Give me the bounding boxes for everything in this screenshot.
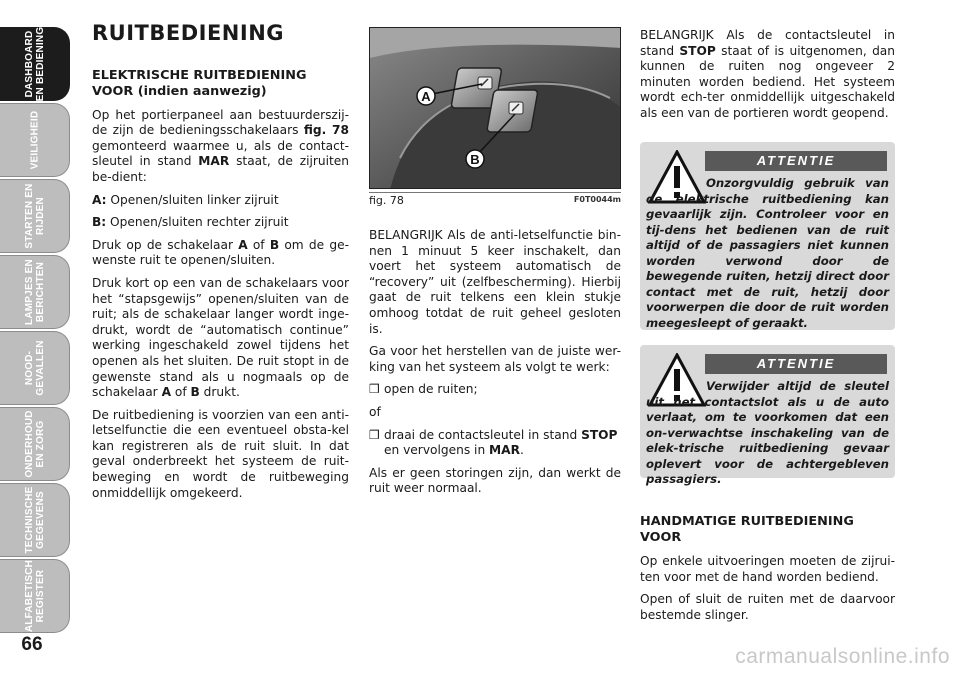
paragraph: De ruitbediening is voorzien van een anti-letselfunctie die een eventueel obsta-kel kan registreren als de ruit sluit. In dat geval onderbreekt het systeem de ruit-beweging en wordt de ruitbeweging onmiddellijk omgekeerd. bbox=[92, 407, 349, 500]
paragraph: Druk op de schakelaar A of B om de ge-wenste ruit te openen/sluiten. bbox=[92, 237, 349, 268]
figure-label: fig. 78 bbox=[369, 194, 404, 207]
tab-label: TECHNISCHE GEGEVENS bbox=[23, 486, 46, 554]
tab-label: LAMPJES EN BERICHTEN bbox=[23, 259, 46, 325]
tab-label: ONDERHOUD EN ZORG bbox=[23, 410, 46, 478]
tab-label: ALFABETISCH REGISTER bbox=[23, 559, 46, 633]
tab-starten[interactable] bbox=[0, 179, 70, 253]
tab-dashboard[interactable] bbox=[0, 27, 70, 101]
paragraph: Als er geen storingen zijn, dan werkt de ruit weer normaal. bbox=[369, 465, 621, 496]
checkbox-bullet-icon: ❒ bbox=[369, 427, 380, 442]
tab-label: STARTEN EN RIJDEN bbox=[23, 183, 46, 249]
tab-label: NOOD- GEVALLEN bbox=[23, 340, 46, 396]
list-item: ❒ open de ruiten; bbox=[369, 382, 478, 397]
tab-lampjes[interactable] bbox=[0, 255, 70, 329]
column-middle bbox=[369, 228, 621, 504]
column-right bbox=[640, 28, 895, 129]
warning-text: Verwijder altijd de sleutel uit het contactslot als u de auto verlaat, om te voorkomen dat een on-verwachtse inschakeling van de elek-trische ruitbediening gevaar oplevert voor de achtergebleven passagiers. bbox=[646, 379, 889, 486]
warning-banner: ATTENTIE bbox=[705, 151, 887, 171]
warning-box bbox=[640, 345, 895, 486]
tab-label: DASHBOARD EN BEDIENING bbox=[23, 26, 46, 102]
warning-banner: ATTENTIE bbox=[705, 354, 887, 374]
warning-text: Onzorgvuldig gebruik van de elektrische ruitbediening kan gevaarlijk zijn. Controleer voor en tij-dens het bedienen van de ruit altijd of de passagiers niet kunnen worden verwond door de bewegende ruiten, hetzij direct door contact met de ruit, hetzij door voorwerpen die door de ruit worden meegesleept of geraakt. bbox=[646, 176, 889, 330]
paragraph: Ga voor het herstellen van de juiste wer-king van het systeem als volgt te werk: bbox=[369, 344, 621, 374]
paragraph: Open of sluit de ruiten met de daarvoor bestemde slinger. bbox=[640, 592, 895, 622]
figure-caption bbox=[369, 192, 621, 206]
window-switch-figure bbox=[369, 27, 621, 189]
page-number: 66 bbox=[21, 634, 43, 655]
definition-b: B: Openen/sluiten rechter zijruit bbox=[92, 215, 289, 230]
tab-label: VEILIGHEID bbox=[29, 110, 40, 170]
tab-veiligheid[interactable] bbox=[0, 103, 70, 177]
definition-a: A: Openen/sluiten linker zijruit bbox=[92, 192, 279, 207]
manual-window-section bbox=[640, 514, 895, 630]
checkbox-bullet-icon: ❒ bbox=[369, 382, 380, 397]
list-item: ❒ draai de contactsleutel in stand STOP en vervolgens in MAR. bbox=[369, 427, 618, 458]
or-line: of bbox=[369, 404, 381, 419]
tab-technische[interactable] bbox=[0, 483, 70, 557]
tab-noodgevallen[interactable] bbox=[0, 331, 70, 405]
section-heading: ELEKTRISCHE RUITBEDIENING VOOR (indien aanwezig) bbox=[92, 67, 307, 99]
paragraph: BELANGRIJK Als de anti-letselfunctie bin-nen 1 minuut 5 keer inschakelt, dan voert het systeem automatisch de “recovery” uit (zelfbescherming). Hierbij gaat de ruit telkens een klein stukje omhoog totdat de ruit geheel gesloten is. bbox=[369, 228, 621, 336]
paragraph: BELANGRIJK Als de contactsleutel in stand STOP staat of is uitgenomen, dan kunnen de ruiten nog ongeveer 2 minuten worden bediend. Het systeem wordt ech-ter onmiddellijk uitgeschakeld als een van de portieren wordt geopend. bbox=[640, 28, 896, 120]
page-title: RUITBEDIENING bbox=[92, 21, 285, 45]
watermark: carmanualsonline.info bbox=[735, 645, 950, 668]
warning-box bbox=[640, 142, 895, 330]
paragraph: Druk kort op een van de schakelaars voor het “stapsgewijs” openen/sluiten van de ruit; als de schakelaar langer wordt inge-drukt, wordt de “automatisch continue” werking ingeschakeld zowel tijdens het openen als het sluiten. De ruit stopt in de gewenste stand als u nogmaals op de schakelaar A of B drukt. bbox=[92, 275, 349, 400]
paragraph: Op enkele uitvoeringen moeten de zijrui-ten voor met de hand worden bediend. bbox=[640, 554, 895, 584]
tab-alfabetisch[interactable] bbox=[0, 559, 70, 633]
callout-b-label: B bbox=[470, 152, 480, 167]
column-left bbox=[92, 21, 349, 508]
figure-reference[interactable]: fig. 78 bbox=[303, 123, 349, 138]
figure-code: F0T0044m bbox=[573, 195, 621, 204]
door-panel-illustration bbox=[370, 28, 621, 189]
section-heading: HANDMATIGE RUITBEDIENING VOOR bbox=[640, 514, 854, 545]
callout-a-label: A bbox=[421, 89, 431, 104]
paragraph: Op het portierpaneel aan bestuurderszij-de zijn de bedieningsschakelaars fig. 78 gemonteerd waarmee u, als de contact-sleutel in stand MAR staat, de zijruiten be-dient: bbox=[92, 107, 349, 184]
tab-onderhoud[interactable] bbox=[0, 407, 70, 481]
switch-b bbox=[487, 90, 538, 132]
